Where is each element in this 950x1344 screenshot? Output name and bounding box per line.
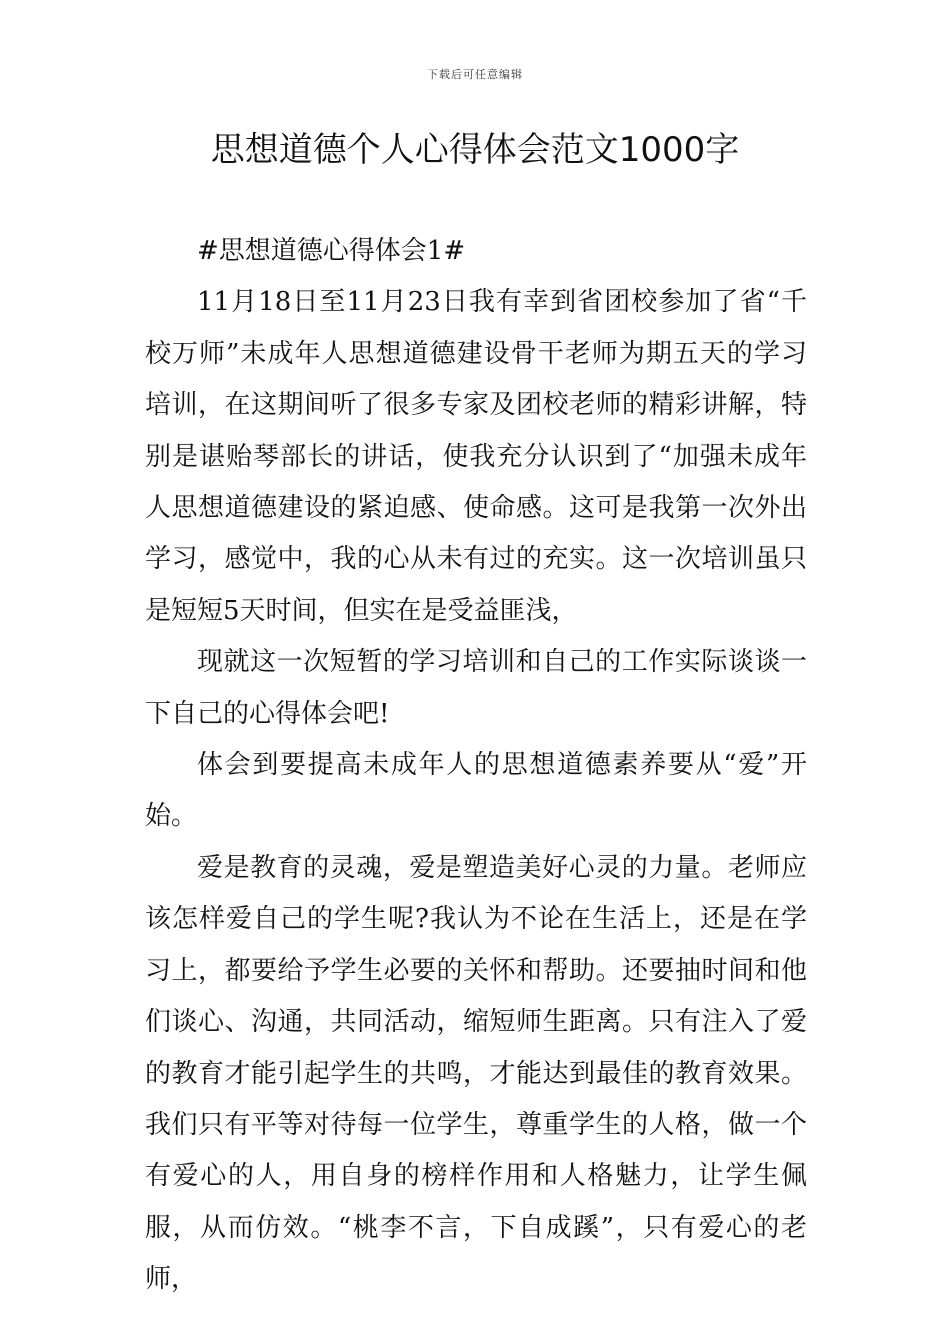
document-body <box>145 226 807 1306</box>
paragraph: 体会到要提高未成年人的思想道德素养要从“爱”开始。 <box>145 750 807 832</box>
paragraph: 11月18日至11月23日我有幸到省团校参加了省“千校万师”未成年人思想道德建设骨干老师为期五天的学习培训，在这期间听了很多专家及团校老师的精彩讲解，特别是谌贻琴部长的讲话，使我充分认识到了“加强未成年人思想道德建设的紧迫感、使命感。这可是我第一次外出学习，感觉中，我的心从未有过的充实。这一次培训虽只是短短5天时间，但实在是受益匪浅， <box>145 287 807 626</box>
document-title: 思想道德个人心得体会范文1000字 <box>210 130 740 170</box>
header-note: 下载后可任意编辑 <box>427 68 523 81</box>
paragraph: 现就这一次短暂的学习培训和自己的工作实际谈谈一下自己的心得体会吧! <box>145 647 807 729</box>
section-heading: #思想道德心得体会1# <box>197 236 466 266</box>
paragraph: 爱是教育的灵魂，爱是塑造美好心灵的力量。老师应该怎样爱自己的学生呢?我认为不论在生活上，还是在学习上，都要给予学生必要的关怀和帮助。还要抽时间和他们谈心、沟通，共同活动，缩短师生距离。只有注入了爱的教育才能引起学生的共鸣，才能达到最佳的教育效果。我们只有平等对待每一位学生，尊重学生的人格，做一个有爱心的人，用自身的榜样作用和人格魅力，让学生佩服，从而仿效。“桃李不言，下自成蹊”，只有爱心的老师， <box>145 852 807 1295</box>
